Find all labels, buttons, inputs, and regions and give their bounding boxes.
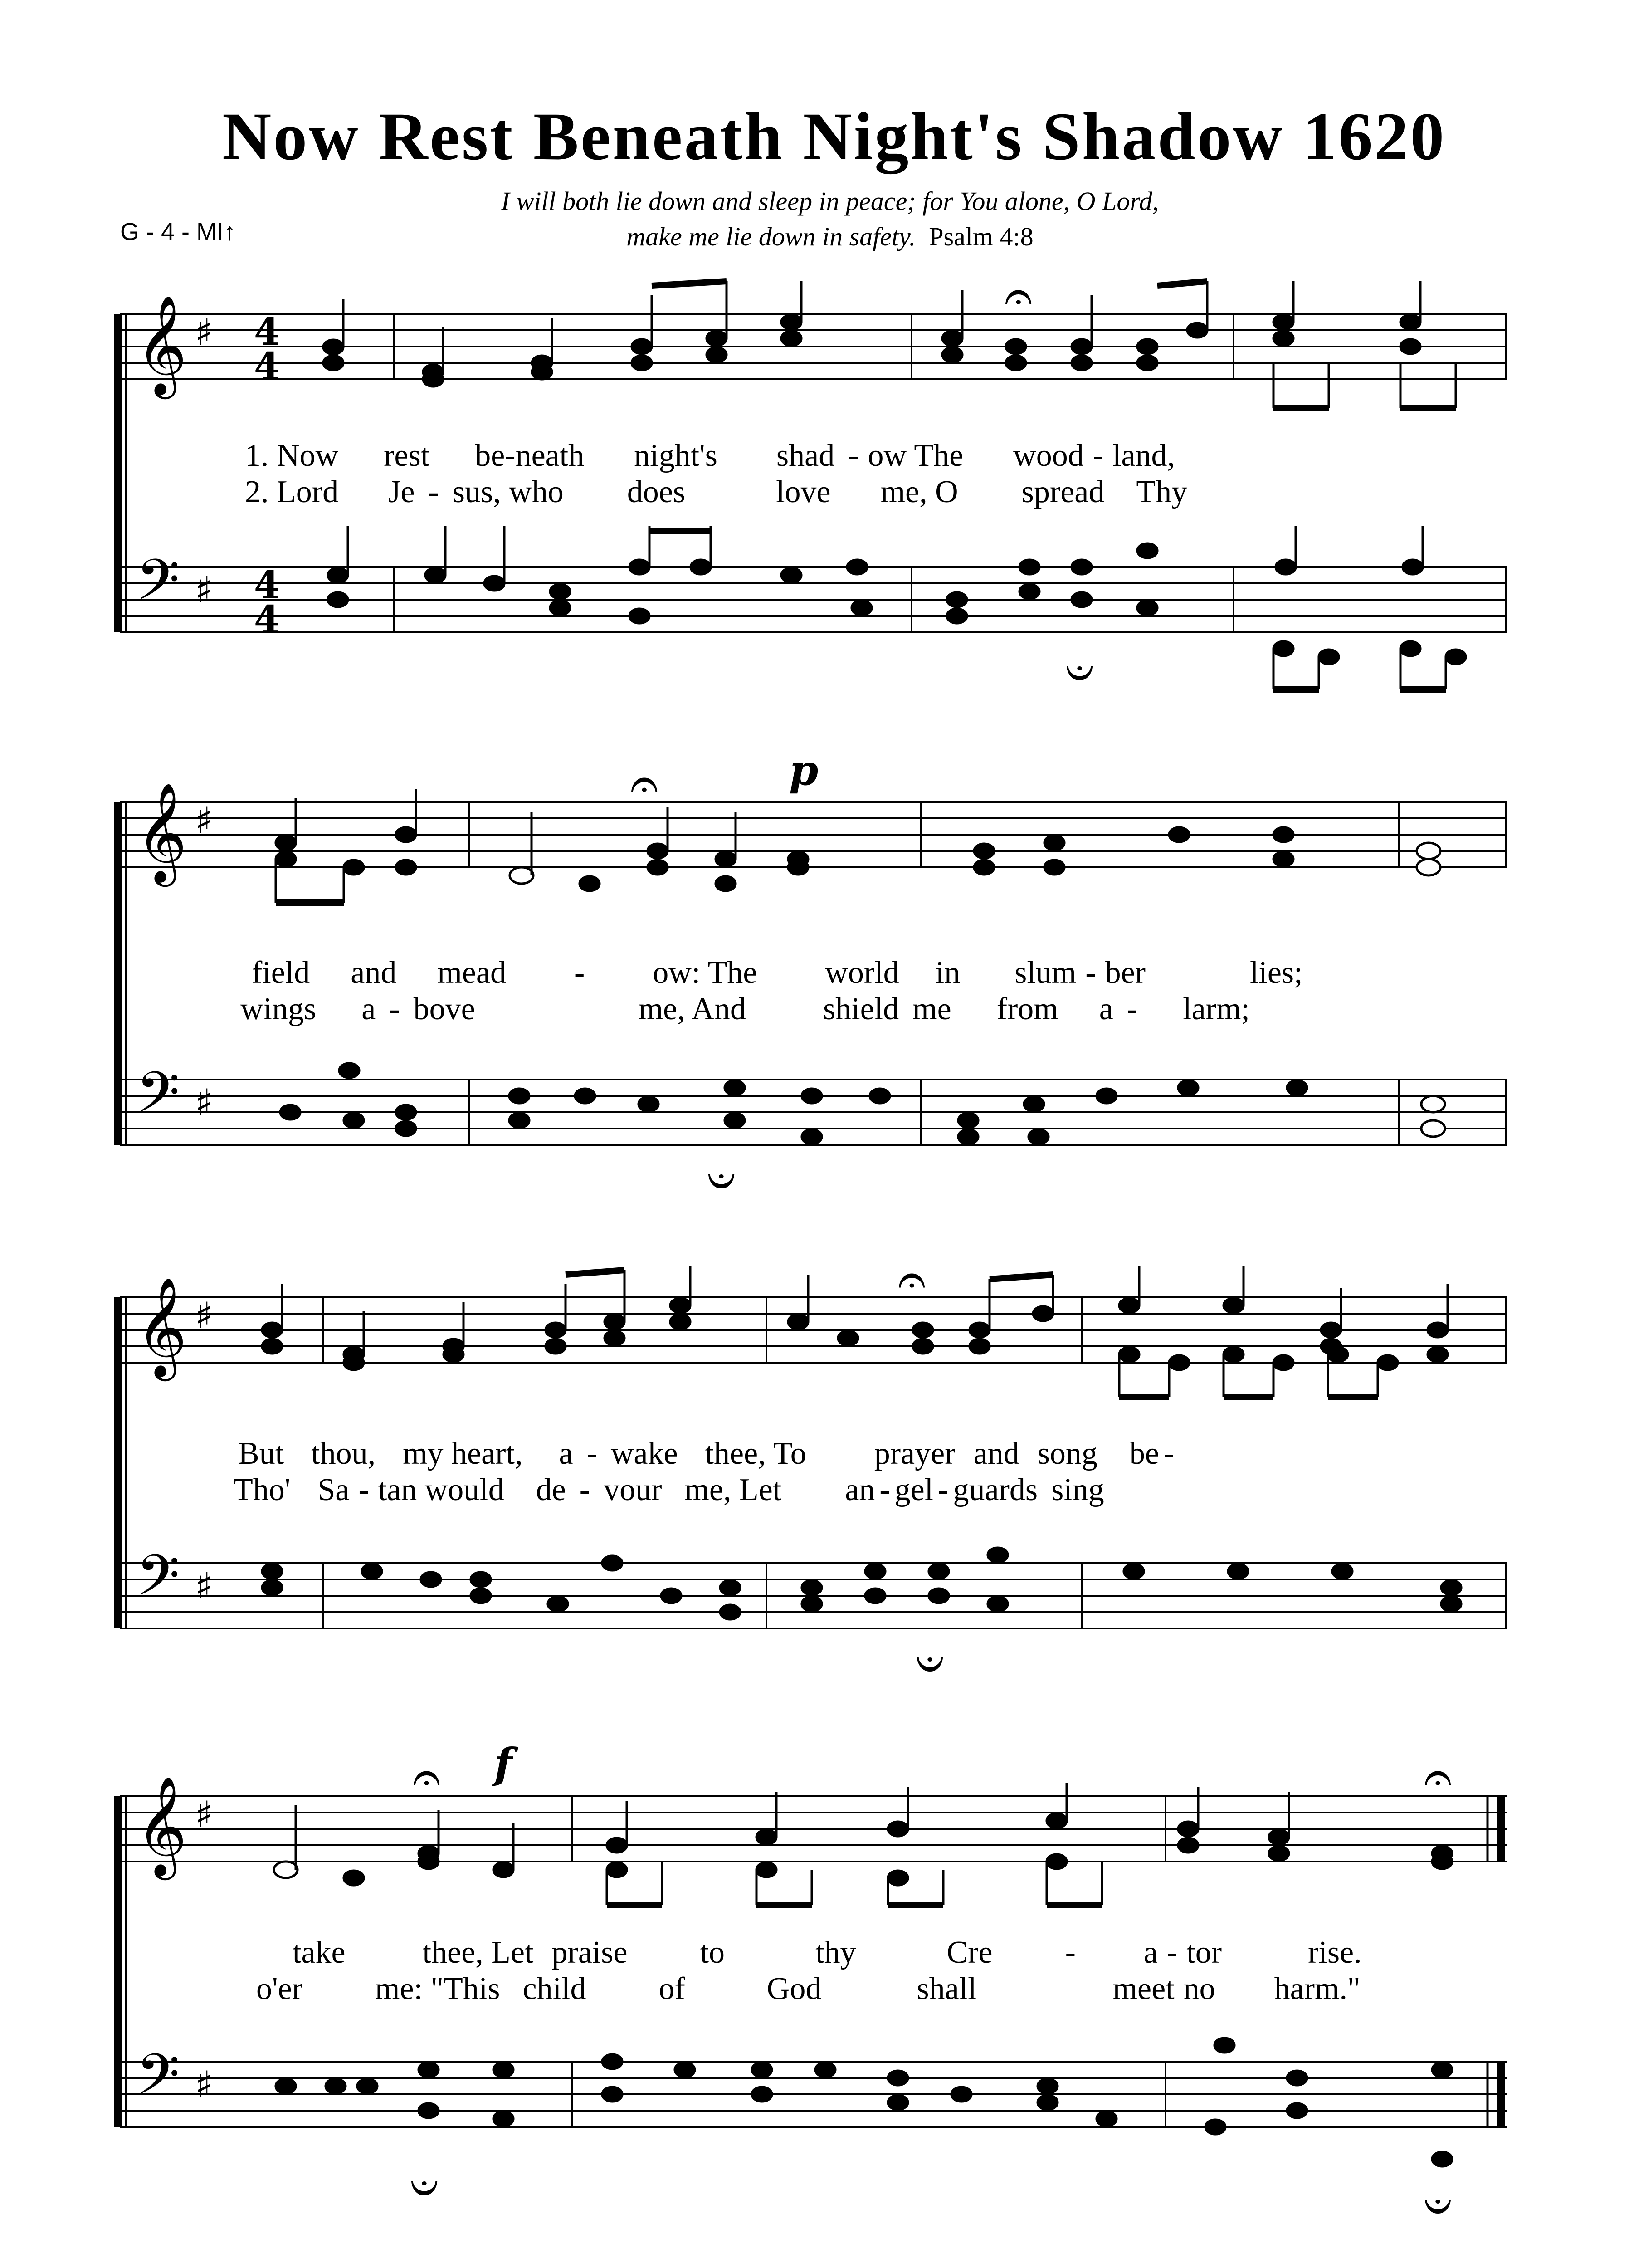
time-signature: 4	[254, 598, 280, 641]
sharp-icon: ♯	[195, 1565, 213, 1607]
fermata-icon: 𝄑	[707, 1151, 736, 1209]
sharp-icon: ♯	[195, 569, 213, 611]
epigraph	[372, 184, 1288, 254]
sharp-icon: ♯	[195, 1295, 213, 1337]
treble-clef-icon: 𝄞	[136, 1276, 187, 1377]
lyric-line-s2-v2: wings a - bove me, And shield me from a - larm;	[240, 992, 1250, 1026]
time-signature: 4	[254, 310, 280, 354]
sharp-icon: ♯	[195, 1794, 213, 1836]
fermata-icon: 𝄑	[410, 2158, 439, 2216]
sharp-icon: ♯	[195, 799, 213, 841]
sharp-icon: ♯	[195, 1081, 213, 1124]
sharp-icon: ♯	[195, 2063, 213, 2106]
fermata-icon: 𝄐	[413, 1748, 441, 1806]
lyric-line-s4-v2: o'er me: "This child of God shall meet no harm."	[256, 1971, 1361, 2006]
lyric-line-s1-v2: 2. Lord Je - sus, who does love me, O spread Thy	[245, 474, 1188, 509]
bass-clef-icon: 𝄢	[136, 1543, 180, 1622]
lyric-line-s1-v1: 1. Now rest be-neath night's shad - ow The wood - land,	[245, 438, 1175, 473]
treble-clef-icon: 𝄞	[136, 782, 187, 882]
fermata-icon: 𝄐	[1424, 1748, 1452, 1806]
treble-clef-icon: 𝄞	[136, 294, 187, 395]
fermata-icon: 𝄑	[1424, 2176, 1452, 2234]
bass-clef-icon: 𝄢	[136, 2042, 180, 2121]
lyric-line-s4-v1: take thee, Let praise to thy Cre - a - tor rise.	[293, 1935, 1362, 1970]
fermata-icon: 𝄑	[1066, 643, 1094, 701]
sharp-icon: ♯	[195, 311, 213, 353]
time-signature: 4	[254, 563, 280, 607]
epigraph-line-2: make me lie down in safety.	[626, 222, 916, 251]
fermata-icon: 𝄐	[1005, 267, 1033, 325]
tune-meter-tag: G - 4 - MI↑	[120, 218, 236, 245]
fermata-icon: 𝄐	[630, 754, 658, 812]
fermata-icon: 𝄑	[916, 1634, 944, 1692]
epigraph-reference: Psalm 4:8	[929, 222, 1034, 251]
treble-clef-icon: 𝄞	[136, 1775, 187, 1876]
bass-clef-icon: 𝄢	[136, 1060, 180, 1139]
lyric-line-s2-v1: field and mead - ow: The world in slum - ber lies;	[252, 955, 1303, 990]
bass-clef-icon: 𝄢	[136, 547, 180, 626]
dynamic-piano: p	[789, 748, 819, 795]
dynamic-forte: f	[494, 1739, 512, 1788]
lyric-line-s3-v1: But thou, my heart, a - wake thee, To prayer and song be -	[238, 1436, 1175, 1471]
hymn-title: Now Rest Beneath Night's Shadow 1620	[222, 99, 1446, 174]
time-signature: 4	[254, 345, 280, 388]
fermata-icon: 𝄐	[898, 1250, 926, 1308]
epigraph-line-1: I will both lie down and sleep in peace; for You alone, O Lord,	[501, 186, 1159, 216]
lyric-line-s3-v2: Tho' Sa - tan would de - vour me, Let an - gel - guards sing	[234, 1472, 1104, 1507]
